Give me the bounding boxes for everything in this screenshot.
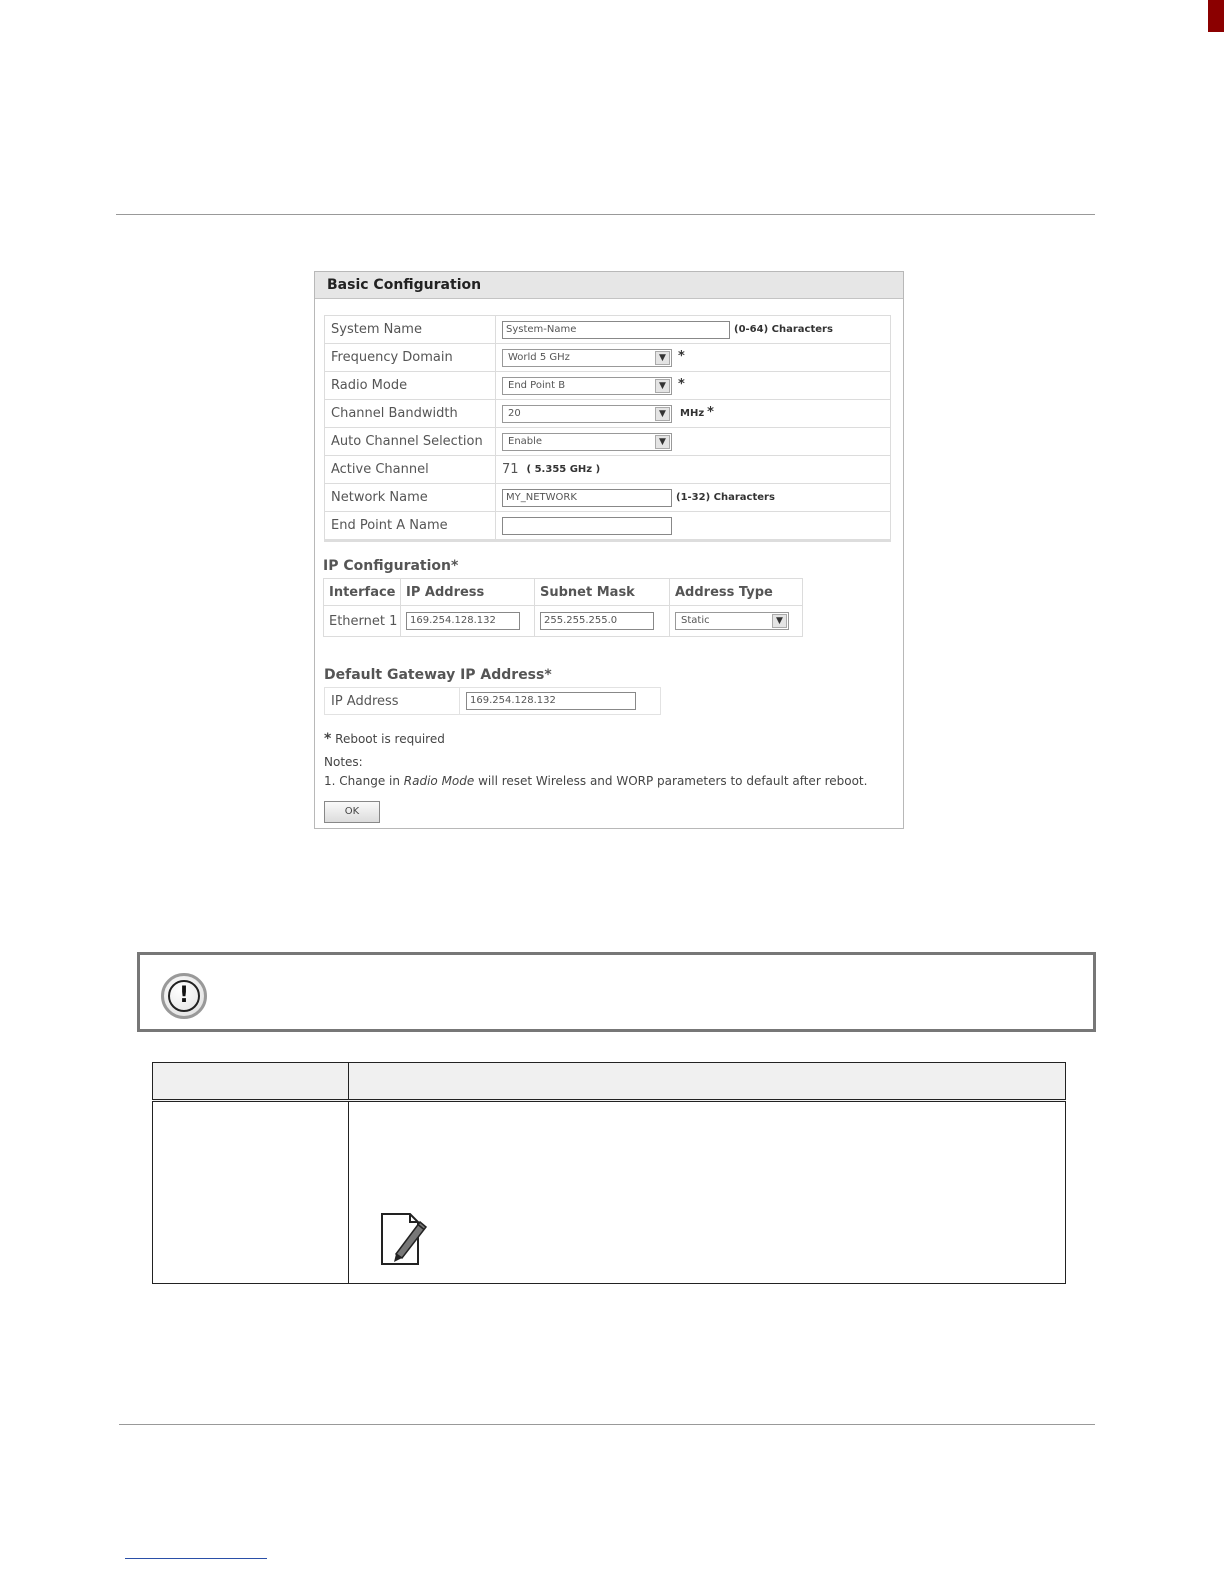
chevron-down-icon: ▼ [655,407,670,421]
chevron-down-icon: ▼ [655,435,670,449]
auto-channel-value: Enable [508,435,543,447]
warning-box [137,952,1096,1032]
subnet-mask-input[interactable]: 255.255.255.0 [540,612,654,630]
note-pencil-icon [380,1212,428,1266]
network-name-input[interactable]: MY_NETWORK [502,489,672,507]
bandwidth-unit: MHz [680,408,705,419]
row-active-channel [325,456,891,484]
exclamation-icon: ! [168,980,200,1012]
reboot-text: Reboot is required [335,732,445,746]
header-cell-parameter [153,1063,349,1101]
system-name-input[interactable]: System-Name [502,321,730,339]
radio-mode-label: Radio Mode [325,372,496,400]
table-row [324,606,803,637]
frequency-domain-label: Frequency Domain [325,344,496,372]
table-row [325,688,661,715]
required-star: * [707,404,714,420]
end-point-a-input[interactable] [502,517,672,535]
footer-link-underline [125,1558,267,1559]
parameter-table-header [153,1063,1066,1101]
warning-icon [161,973,207,1019]
address-type-select[interactable] [675,612,789,630]
ip-configuration-table [323,578,803,637]
default-gateway-title: Default Gateway IP Address* [324,667,552,683]
gateway-ip-label: IP Address [325,688,460,715]
footer-rule [119,1424,1095,1425]
radio-mode-select[interactable] [502,377,672,395]
description-cell [349,1101,1066,1284]
required-star: * [678,376,685,392]
panel-title: Basic Configuration [315,272,903,299]
note-1-suffix: will reset Wireless and WORP parameters to default after reboot. [474,774,868,788]
radio-mode-value: End Point B [508,379,566,391]
reboot-note [324,731,445,747]
auto-channel-label: Auto Channel Selection [325,428,496,456]
ip-table-header [324,579,803,606]
channel-bandwidth-label: Channel Bandwidth [325,400,496,428]
header-ip-address: IP Address [401,579,535,606]
basic-config-form [324,315,891,542]
note-1-prefix: 1. Change in [324,774,404,788]
note-1-emphasis: Radio Mode [403,774,475,788]
channel-bandwidth-value: 20 [508,407,521,419]
ok-button[interactable]: OK [324,801,380,823]
parameter-table [152,1062,1066,1284]
default-gateway-table [324,687,661,715]
parameter-cell [153,1101,349,1284]
header-interface: Interface [324,579,401,606]
system-name-label: System Name [325,316,496,344]
active-channel-value: 71 [502,462,519,477]
active-channel-label: Active Channel [325,456,496,484]
end-point-a-label: End Point A Name [325,512,496,541]
reboot-star: * [324,731,332,747]
network-name-hint: (1-32) Characters [676,492,775,503]
active-channel-frequency: ( 5.355 GHz ) [526,464,601,475]
frequency-domain-value: World 5 GHz [508,351,570,363]
notes-label: Notes: [324,755,363,769]
row-network-name [325,484,891,512]
chevron-down-icon: ▼ [655,379,670,393]
header-subnet-mask: Subnet Mask [535,579,670,606]
gateway-ip-input[interactable]: 169.254.128.132 [466,692,636,710]
frequency-domain-select[interactable] [502,349,672,367]
system-name-hint: (0-64) Characters [734,324,833,335]
row-radio-mode [325,372,891,400]
address-type-value: Static [681,615,710,626]
page-edge-marker [1208,0,1224,32]
basic-configuration-panel [314,271,904,829]
row-system-name [325,316,891,344]
required-star: * [678,348,685,364]
header-rule [116,214,1095,215]
note-1 [324,774,867,788]
row-channel-bandwidth [325,400,891,428]
row-end-point-a [325,512,891,541]
interface-cell: Ethernet 1 [324,606,401,637]
row-frequency-domain [325,344,891,372]
table-row [153,1101,1066,1284]
channel-bandwidth-select[interactable] [502,405,672,423]
network-name-label: Network Name [325,484,496,512]
header-cell-description [349,1063,1066,1101]
row-auto-channel [325,428,891,456]
auto-channel-select[interactable] [502,433,672,451]
ip-configuration-title: IP Configuration* [323,558,459,574]
chevron-down-icon: ▼ [772,614,787,628]
chevron-down-icon: ▼ [655,351,670,365]
header-address-type: Address Type [670,579,803,606]
ip-address-input[interactable]: 169.254.128.132 [406,612,520,630]
